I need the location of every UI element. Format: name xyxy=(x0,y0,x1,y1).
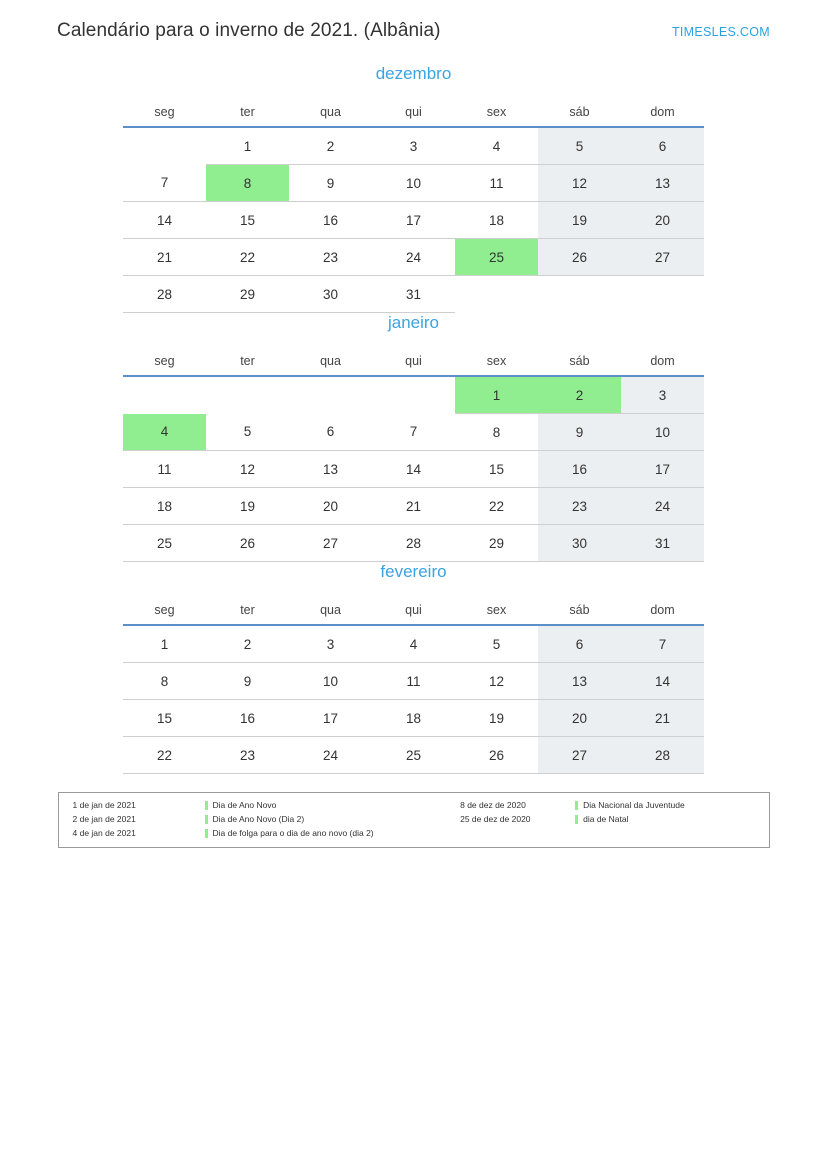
legend-label: dia de Natal xyxy=(583,814,629,824)
day-cell[interactable]: 3 xyxy=(289,625,372,663)
day-cell[interactable]: 21 xyxy=(123,239,206,276)
day-cell[interactable]: 31 xyxy=(372,276,455,313)
day-cell[interactable]: 14 xyxy=(372,451,455,488)
day-cell[interactable]: 15 xyxy=(123,700,206,737)
day-cell[interactable]: 24 xyxy=(289,737,372,774)
day-cell[interactable]: 25 xyxy=(123,525,206,562)
day-cell[interactable]: 15 xyxy=(206,202,289,239)
day-cell[interactable]: 21 xyxy=(621,700,704,737)
legend xyxy=(58,792,770,848)
legend-date: 8 de dez de 2020 xyxy=(460,800,526,810)
legend-date: 4 de jan de 2021 xyxy=(72,828,136,838)
weekday-header: qui xyxy=(372,98,455,127)
day-cell-empty xyxy=(123,376,206,414)
day-cell[interactable]: 10 xyxy=(372,165,455,202)
week-row xyxy=(123,625,704,663)
day-cell[interactable]: 16 xyxy=(206,700,289,737)
page-header xyxy=(0,0,827,42)
day-cell[interactable]: 3 xyxy=(372,127,455,165)
week-row xyxy=(123,202,704,239)
day-cell[interactable]: 18 xyxy=(372,700,455,737)
day-cell[interactable]: 19 xyxy=(538,202,621,239)
weekday-header: seg xyxy=(123,98,206,127)
month-block xyxy=(0,313,827,562)
day-cell[interactable]: 1 xyxy=(123,625,206,663)
weekday-header: sex xyxy=(455,98,538,127)
week-row xyxy=(123,737,704,774)
day-cell[interactable]: 17 xyxy=(621,451,704,488)
day-cell[interactable]: 19 xyxy=(206,488,289,525)
day-cell[interactable]: 22 xyxy=(206,239,289,276)
day-cell[interactable]: 4 xyxy=(372,625,455,663)
day-cell[interactable]: 11 xyxy=(123,451,206,488)
weekday-header: sáb xyxy=(538,98,621,127)
day-cell[interactable]: 17 xyxy=(289,700,372,737)
weekday-header: sáb xyxy=(538,347,621,376)
legend-color-swatch xyxy=(575,815,578,824)
day-cell[interactable]: 22 xyxy=(455,488,538,525)
day-cell[interactable]: 14 xyxy=(621,663,704,700)
week-row xyxy=(123,525,704,562)
legend-item xyxy=(73,828,461,839)
day-cell[interactable]: 10 xyxy=(621,414,704,451)
month-table xyxy=(123,347,704,562)
day-cell[interactable]: 26 xyxy=(455,737,538,774)
day-cell[interactable]: 5 xyxy=(455,625,538,663)
day-cell[interactable]: 24 xyxy=(621,488,704,525)
weekday-header-row xyxy=(123,98,704,127)
weekday-header: qua xyxy=(289,596,372,625)
day-cell[interactable]: 8 xyxy=(455,414,538,451)
day-cell[interactable]: 18 xyxy=(123,488,206,525)
legend-color-swatch xyxy=(205,815,208,824)
legend-item xyxy=(73,814,461,825)
day-cell[interactable]: 23 xyxy=(206,737,289,774)
day-cell[interactable]: 27 xyxy=(621,239,704,276)
weekday-header: dom xyxy=(621,596,704,625)
day-cell[interactable]: 13 xyxy=(538,663,621,700)
day-cell[interactable]: 29 xyxy=(206,276,289,313)
weekday-header: qui xyxy=(372,347,455,376)
day-cell[interactable]: 12 xyxy=(538,165,621,202)
day-cell[interactable]: 11 xyxy=(372,663,455,700)
day-cell[interactable]: 7 xyxy=(123,165,206,202)
day-cell-empty xyxy=(289,376,372,414)
week-row xyxy=(123,376,704,414)
weekday-header: seg xyxy=(123,596,206,625)
weekday-header: qua xyxy=(289,347,372,376)
weekday-header-row xyxy=(123,347,704,376)
weekday-header: qua xyxy=(289,98,372,127)
brand-logo: TIMESLES.COM xyxy=(671,25,770,39)
legend-date: 25 de dez de 2020 xyxy=(460,814,531,824)
day-cell[interactable]: 25 xyxy=(372,737,455,774)
day-cell[interactable]: 23 xyxy=(289,239,372,276)
day-cell[interactable]: 13 xyxy=(289,451,372,488)
week-row xyxy=(123,451,704,488)
day-cell[interactable]: 20 xyxy=(621,202,704,239)
weekday-header: ter xyxy=(206,347,289,376)
week-row xyxy=(123,488,704,525)
legend-column-right xyxy=(460,800,754,839)
day-cell[interactable]: 14 xyxy=(123,202,206,239)
weekday-header: sex xyxy=(455,596,538,625)
day-cell[interactable]: 21 xyxy=(372,488,455,525)
day-cell-empty xyxy=(621,276,704,313)
day-cell[interactable]: 5 xyxy=(206,414,289,451)
weekday-header: seg xyxy=(123,347,206,376)
week-row xyxy=(123,700,704,737)
day-cell-empty xyxy=(206,376,289,414)
weekday-header-row xyxy=(123,596,704,625)
legend-item xyxy=(460,814,754,825)
week-row xyxy=(123,127,704,165)
weekday-header: dom xyxy=(621,347,704,376)
month-block xyxy=(0,562,827,774)
legend-color-swatch xyxy=(575,801,578,810)
day-cell[interactable]: 16 xyxy=(289,202,372,239)
day-cell[interactable]: 16 xyxy=(538,451,621,488)
day-cell[interactable]: 28 xyxy=(123,276,206,313)
day-cell-holiday[interactable]: 4 xyxy=(123,414,206,451)
day-cell[interactable]: 30 xyxy=(289,276,372,313)
month-block xyxy=(0,64,827,313)
legend-item xyxy=(73,800,461,811)
legend-column-left xyxy=(73,800,461,839)
day-cell[interactable]: 27 xyxy=(538,737,621,774)
legend-date: 2 de jan de 2021 xyxy=(72,814,136,824)
day-cell[interactable]: 23 xyxy=(538,488,621,525)
month-title: fevereiro xyxy=(380,562,447,581)
day-cell[interactable]: 12 xyxy=(455,663,538,700)
weekday-header: sex xyxy=(455,347,538,376)
legend-label: Dia de folga para o dia de ano novo (dia 2) xyxy=(212,828,374,838)
day-cell[interactable]: 2 xyxy=(289,127,372,165)
day-cell[interactable]: 28 xyxy=(372,525,455,562)
week-row xyxy=(123,165,704,202)
day-cell[interactable]: 6 xyxy=(621,127,704,165)
day-cell[interactable]: 6 xyxy=(538,625,621,663)
day-cell[interactable]: 7 xyxy=(621,625,704,663)
day-cell[interactable]: 27 xyxy=(289,525,372,562)
week-row xyxy=(123,276,704,313)
day-cell[interactable]: 29 xyxy=(455,525,538,562)
day-cell[interactable]: 7 xyxy=(372,414,455,451)
day-cell[interactable]: 18 xyxy=(455,202,538,239)
day-cell-empty xyxy=(372,376,455,414)
day-cell[interactable]: 17 xyxy=(372,202,455,239)
day-cell-empty xyxy=(123,127,206,165)
day-cell[interactable]: 26 xyxy=(538,239,621,276)
month-title: janeiro xyxy=(387,313,440,332)
day-cell[interactable]: 9 xyxy=(289,165,372,202)
day-cell[interactable]: 6 xyxy=(289,414,372,451)
day-cell-empty xyxy=(455,276,538,313)
weekday-header: qui xyxy=(372,596,455,625)
day-cell[interactable]: 9 xyxy=(538,414,621,451)
day-cell[interactable]: 2 xyxy=(206,625,289,663)
day-cell[interactable]: 9 xyxy=(206,663,289,700)
day-cell-holiday[interactable]: 8 xyxy=(206,165,289,202)
weekday-header: sáb xyxy=(538,596,621,625)
day-cell-empty xyxy=(538,276,621,313)
day-cell[interactable]: 15 xyxy=(455,451,538,488)
weekday-header: ter xyxy=(206,98,289,127)
day-cell[interactable]: 11 xyxy=(455,165,538,202)
month-title: dezembro xyxy=(375,64,452,83)
day-cell[interactable]: 4 xyxy=(455,127,538,165)
weekday-header: ter xyxy=(206,596,289,625)
day-cell[interactable]: 20 xyxy=(289,488,372,525)
day-cell[interactable]: 24 xyxy=(372,239,455,276)
legend-color-swatch xyxy=(205,829,208,838)
day-cell[interactable]: 20 xyxy=(538,700,621,737)
day-cell[interactable]: 22 xyxy=(123,737,206,774)
day-cell[interactable]: 19 xyxy=(455,700,538,737)
calendars-container xyxy=(0,64,827,774)
week-row xyxy=(123,239,704,276)
weekday-header: dom xyxy=(621,98,704,127)
legend-color-swatch xyxy=(205,801,208,810)
day-cell[interactable]: 13 xyxy=(621,165,704,202)
legend-label: Dia de Ano Novo (Dia 2) xyxy=(212,814,305,824)
legend-label: Dia Nacional da Juventude xyxy=(583,800,685,810)
week-row xyxy=(123,663,704,700)
day-cell[interactable]: 12 xyxy=(206,451,289,488)
day-cell-holiday[interactable]: 2 xyxy=(538,376,621,414)
day-cell[interactable]: 1 xyxy=(206,127,289,165)
month-table xyxy=(123,98,704,313)
day-cell[interactable]: 8 xyxy=(123,663,206,700)
day-cell[interactable]: 31 xyxy=(621,525,704,562)
week-row xyxy=(123,414,704,451)
day-cell[interactable]: 30 xyxy=(538,525,621,562)
month-table xyxy=(123,596,704,774)
page-title: Calendário para o inverno de 2021. (Albânia) xyxy=(57,20,441,41)
day-cell[interactable]: 3 xyxy=(621,376,704,414)
day-cell-holiday[interactable]: 25 xyxy=(455,239,538,276)
day-cell-holiday[interactable]: 1 xyxy=(455,376,538,414)
legend-label: Dia de Ano Novo xyxy=(212,800,277,810)
legend-item xyxy=(460,800,754,811)
legend-date: 1 de jan de 2021 xyxy=(72,800,136,810)
day-cell[interactable]: 5 xyxy=(538,127,621,165)
day-cell[interactable]: 26 xyxy=(206,525,289,562)
day-cell[interactable]: 28 xyxy=(621,737,704,774)
day-cell[interactable]: 10 xyxy=(289,663,372,700)
